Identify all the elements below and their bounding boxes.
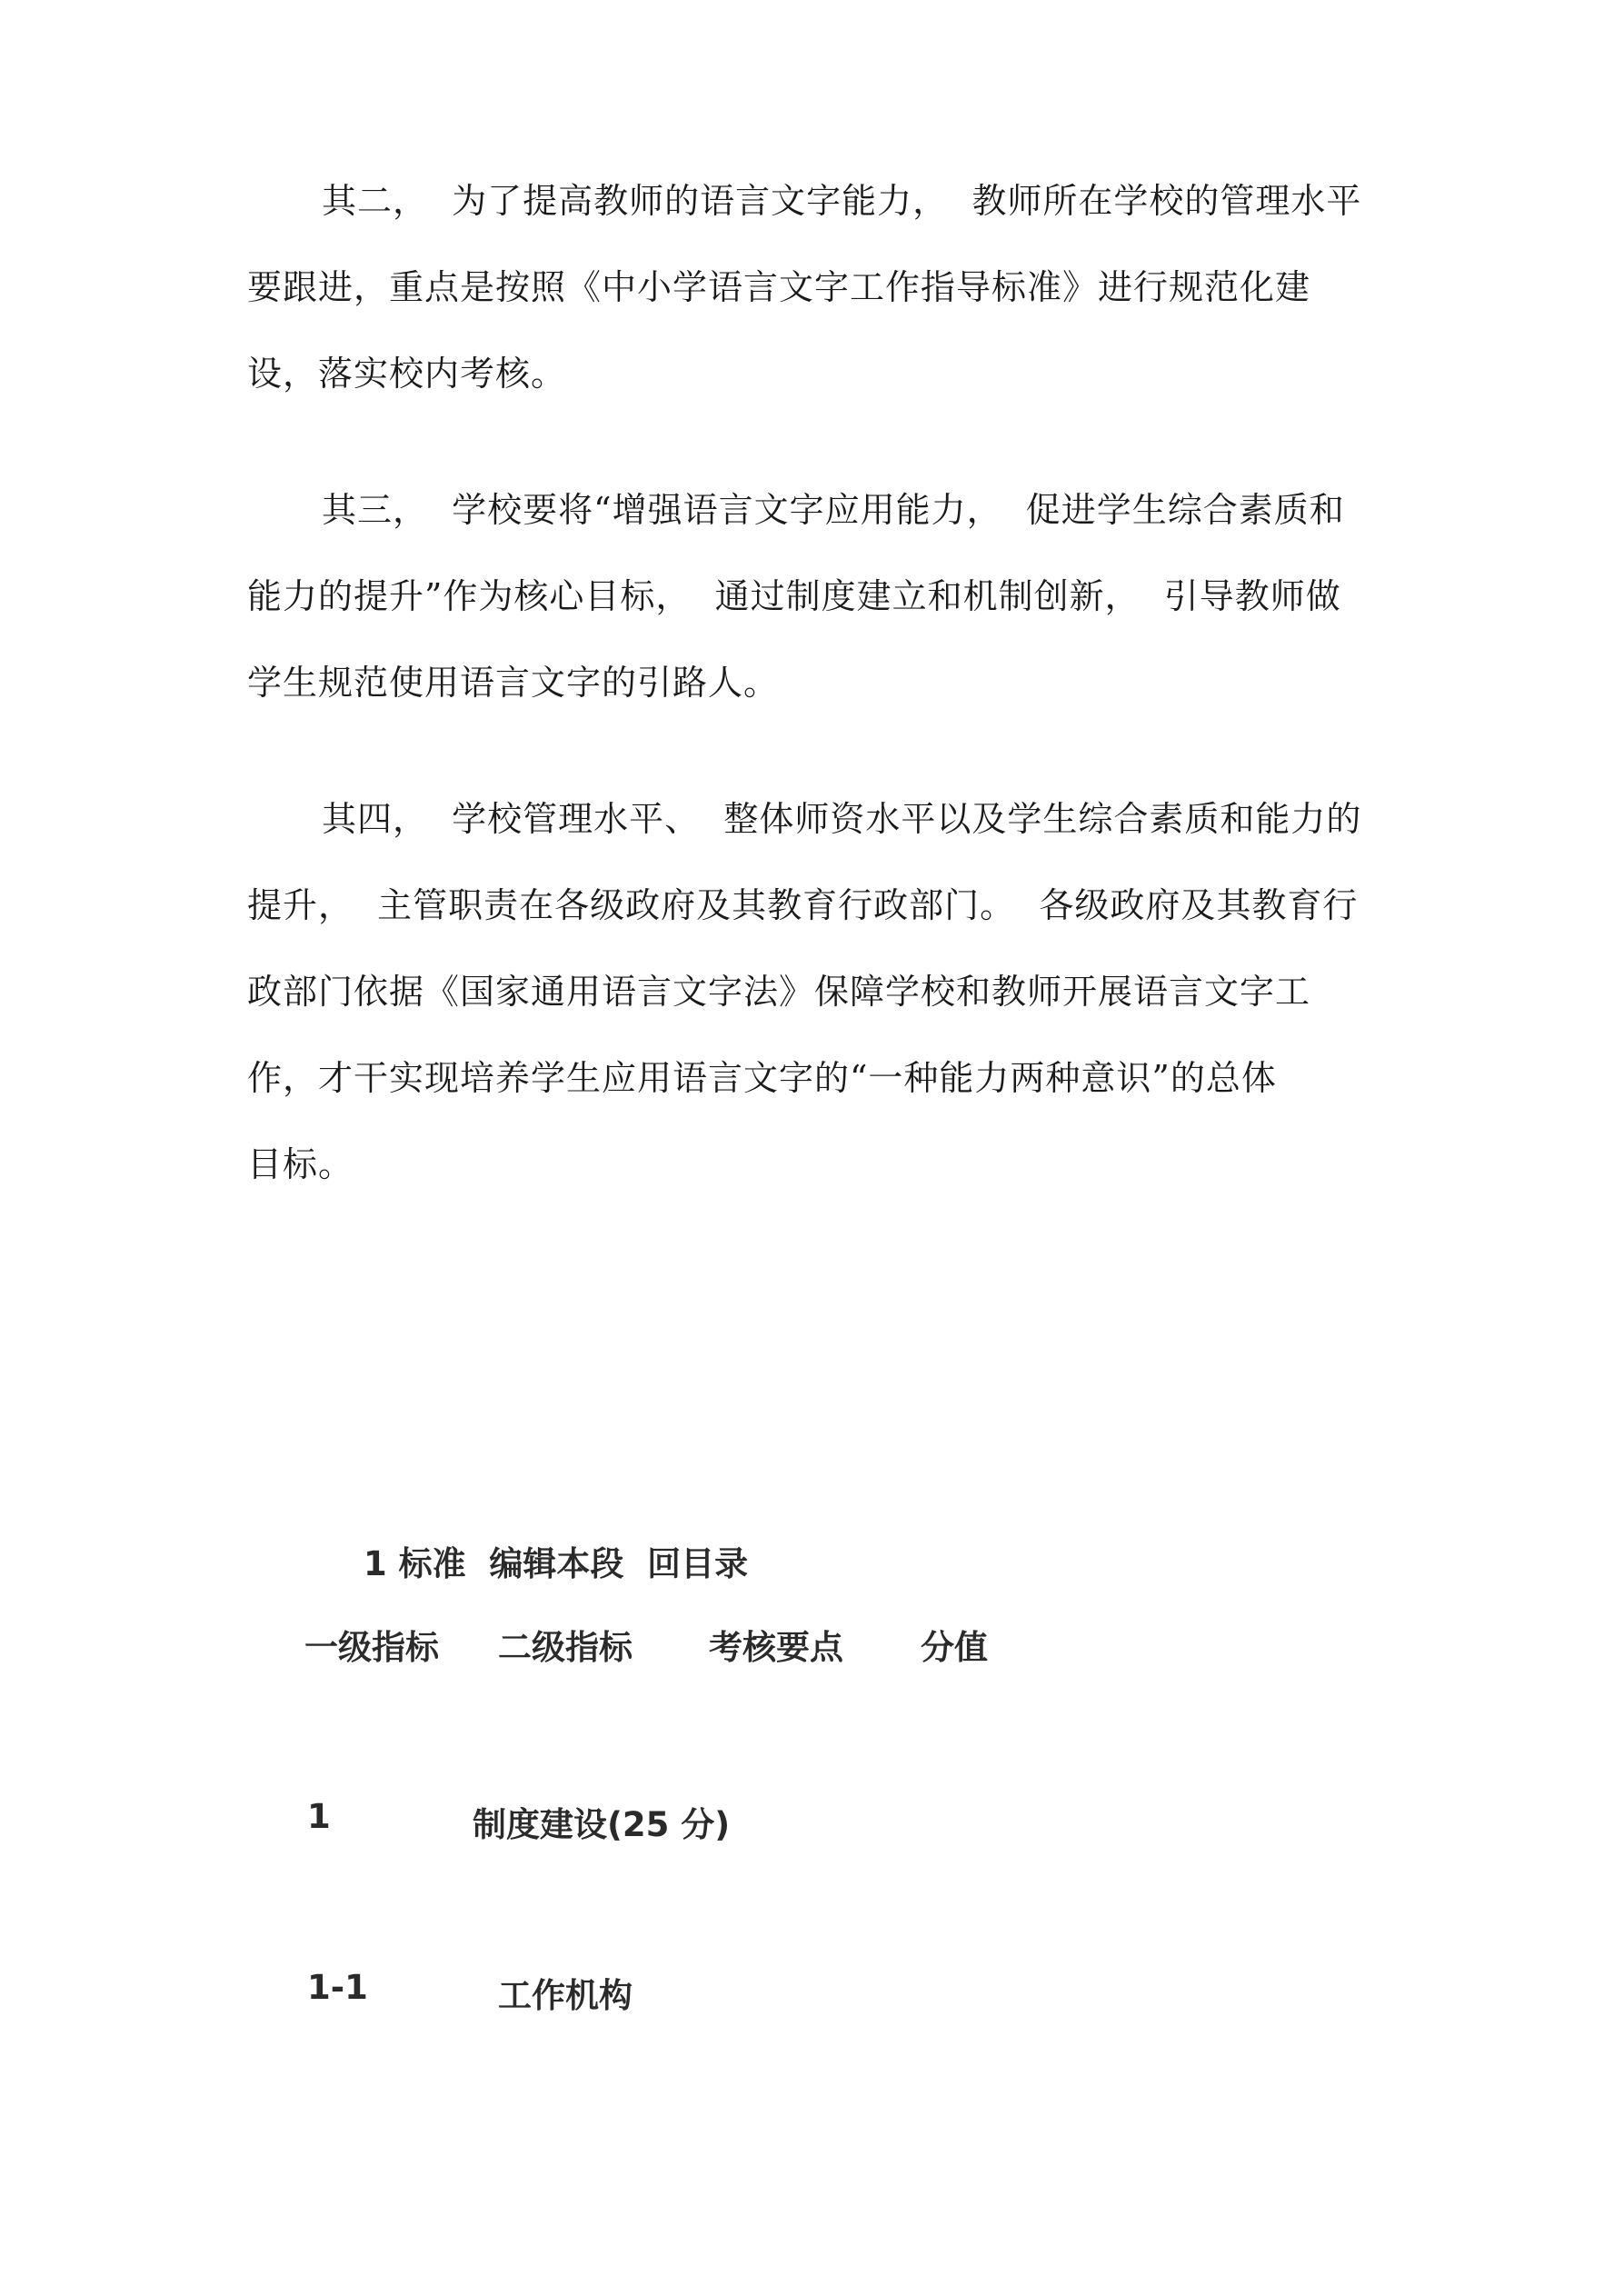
row-2-number: 1-1 <box>307 1968 368 2007</box>
paragraph-3-line-3: 政部门依据《国家通用语言文字法》保障学校和教师开展语言文字工 <box>247 972 1311 1012</box>
paragraph-2-line-2: 能力的提升”作为核心目标， 通过制度建立和机制创新， 引导教师做 <box>247 576 1341 616</box>
paragraph-3-line-1: 其四， 学校管理水平、 整体师资水平以及学生综合素质和能力的 <box>322 799 1362 839</box>
column-header-score: 分值 <box>921 1628 988 1667</box>
column-header-level-2: 二级指标 <box>498 1628 633 1667</box>
section-heading: 1 标准 编辑本段 回目录 <box>364 1544 749 1583</box>
row-2-label: 工作机构 <box>498 1976 633 2015</box>
column-header-key-points: 考核要点 <box>709 1628 843 1667</box>
paragraph-3-line-2: 提升， 主管职责在各级政府及其教育行政部门。 各级政府及其教育行 <box>247 885 1359 925</box>
paragraph-2-line-3: 学生规范使用语言文字的引路人。 <box>247 663 780 703</box>
row-1-label: 制度建设(25 分) <box>473 1805 731 1844</box>
paragraph-1-line-1: 其二， 为了提高教师的语言文字能力， 教师所在学校的管理水平 <box>322 181 1362 221</box>
paragraph-1-line-2: 要跟进，重点是按照《中小学语言文字工作指导标准》进行规范化建 <box>247 267 1311 307</box>
paragraph-3-line-4: 作，才干实现培养学生应用语言文字的“一种能力两种意识”的总体 <box>247 1058 1277 1098</box>
paragraph-1-line-3: 设，落实校内考核。 <box>247 354 567 394</box>
row-1-number: 1 <box>307 1797 331 1836</box>
column-header-level-1: 一级指标 <box>304 1628 439 1667</box>
paragraph-3-line-5: 目标。 <box>247 1144 354 1184</box>
paragraph-2-line-1: 其三， 学校要将“增强语言文字应用能力， 促进学生综合素质和 <box>322 490 1345 530</box>
